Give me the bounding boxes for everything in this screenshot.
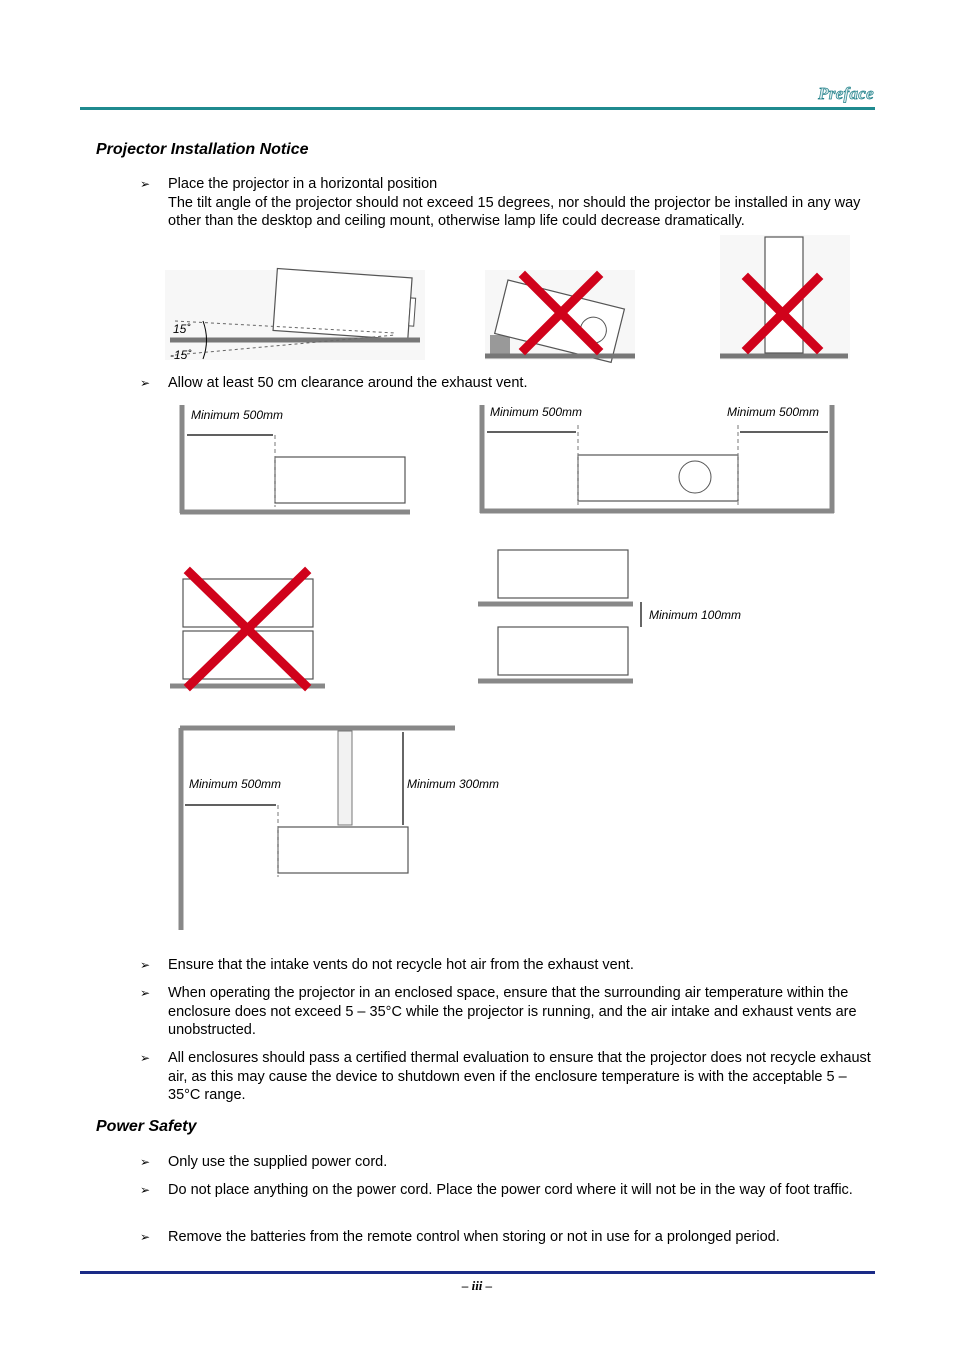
arrowhead-bullet-icon: ➢: [140, 1230, 151, 1244]
page-number: – iii –: [461, 1278, 493, 1293]
tilt-angle-figure: [165, 235, 855, 365]
bullet-text: When operating the projector in an enclosed space, ensure that the surrounding air temperature within the enclosure does not exceed 5 – 35°C while the projector is running, and the air intake and exhaust vents are unobstructed.: [168, 985, 857, 1038]
header-title: Preface: [818, 84, 874, 103]
arrowhead-bullet-icon: ➢: [140, 1183, 151, 1197]
footer-rule: [80, 1271, 875, 1274]
bullet-thermal-evaluation: [140, 1049, 875, 1105]
projector-tilted-ok: [273, 269, 417, 341]
bullet-intake-vents: [140, 956, 875, 975]
label-min500-ceiling: Minimum 500mm: [189, 777, 282, 791]
bullet-text: Do not place anything on the power cord. Place the power cord where it will not be in the way of foot traffic.: [168, 1182, 853, 1198]
section-title-installation: Projector Installation Notice: [96, 141, 309, 158]
bullet-text: Ensure that the intake vents do not recycle hot air from the exhaust vent.: [168, 957, 634, 973]
bullet-power-cord: [140, 1153, 875, 1172]
arrowhead-bullet-icon: ➢: [140, 1051, 151, 1065]
bullet-text: Remove the batteries from the remote control when storing or not in use for a prolonged period.: [168, 1229, 780, 1245]
label-min500-left: Minimum 500mm: [191, 408, 284, 422]
arrowhead-bullet-icon: ➢: [140, 177, 151, 191]
arrowhead-bullet-icon: ➢: [140, 986, 151, 1000]
header-rule: [80, 107, 875, 110]
label-min500-both-left: Minimum 500mm: [490, 405, 583, 419]
bullet-text: All enclosures should pass a certified thermal evaluation to ensure that the projector does not recycle exhaust air, as this may cause the device to shutdown even if the enclosure temperature is with the acceptable 5 – 35°C range.: [168, 1050, 871, 1103]
label-min300: Minimum 300mm: [407, 777, 500, 791]
bullet-horizontal-position: [140, 175, 875, 231]
bullet-text-line1: Place the projector in a horizontal position: [168, 176, 438, 192]
tilt-label-positive: 15˚: [173, 322, 191, 336]
label-min500-both-right: Minimum 500mm: [727, 405, 820, 419]
bullet-text: Allow at least 50 cm clearance around the exhaust vent.: [168, 375, 528, 391]
arrowhead-bullet-icon: ➢: [140, 958, 151, 972]
bullet-clearance: [140, 374, 875, 393]
section-title-power: Power Safety: [96, 1118, 197, 1135]
label-min100: Minimum 100mm: [649, 608, 742, 622]
tilt-label-negative: -15˚: [170, 348, 192, 362]
bullet-text: Only use the supplied power cord.: [168, 1154, 388, 1170]
bullet-cord-placement: [140, 1181, 875, 1200]
bullet-remote-batteries: [140, 1228, 875, 1247]
bullet-text-line2: The tilt angle of the projector should not exceed 15 degrees, nor should the projector be installed in any way other than the desktop and ceiling mount, otherwise lamp life could decrease dramatically.: [168, 194, 861, 229]
bullet-enclosed-space: [140, 984, 875, 1040]
arrowhead-bullet-icon: ➢: [140, 376, 151, 390]
arrowhead-bullet-icon: ➢: [140, 1155, 151, 1169]
clearance-figure: [165, 395, 855, 940]
